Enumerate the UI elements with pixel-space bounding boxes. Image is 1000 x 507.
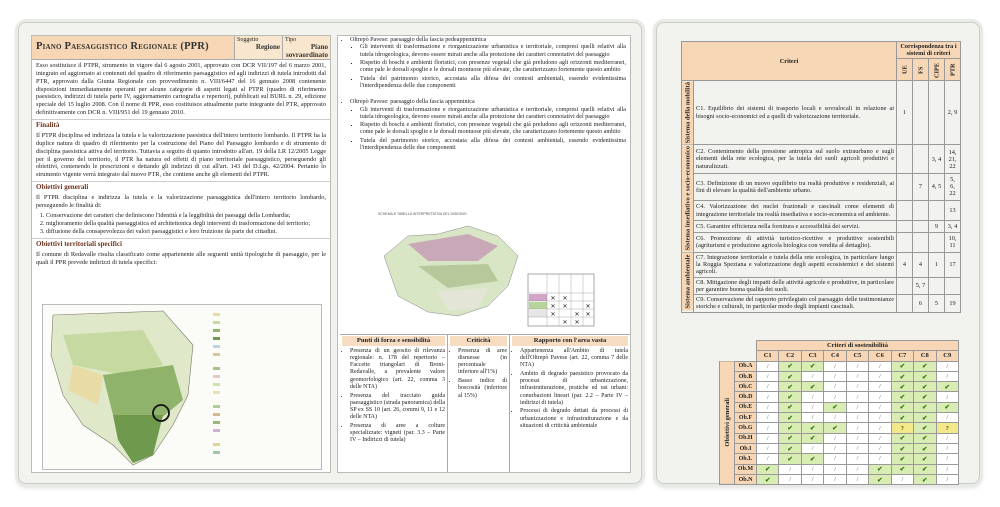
svg-text:✕: ✕	[562, 303, 568, 310]
left-document-panel	[18, 22, 642, 484]
table-row	[720, 474, 959, 484]
table-row	[682, 81, 961, 145]
criticalities-heading: Criticità	[450, 336, 507, 346]
correspondence-value: 14, 21, 22	[945, 145, 961, 173]
section-obiettivi-generali: Obiettivi generali	[32, 181, 330, 192]
check-icon: ✔	[824, 402, 846, 412]
finalita-paragraph: Il PTPR disciplina ed indirizza la tutela e la valorizzazione paesistica dell'intero territorio lombardo. Il PTPR ha la duplice natura di quadro di riferimento per la costruzione del Piano del Paesaggio lombardo e di strumento di disciplina paesistica attiva del territorio. Tuttavia a seguito di quanto introdotto all'art. 19 della LR 12/2005 Legge per il governo del territorio, il PTR ha natura ed effetti di piano territoriale paesaggistico, perseguendo gli obiettivi, contenendo le prescrizioni e dettando gli indirizzi di cui all'art. 143 del D.Lgs. 42/2004. Pertanto lo strumento vigente verrà integrato dal nuovo PTR, che contiene anche gli elementi del PTPR.	[36, 132, 326, 179]
not-applicable-mark: /	[757, 454, 779, 464]
check-icon: ✔	[914, 413, 936, 423]
objective-code: Ob.C	[735, 382, 757, 392]
criterion-col-c7: C7	[891, 351, 913, 361]
list-item: ▪ Gli interventi di trasformazione e riorganizzazione urbanistica e territoriale, compresi quelli relativi alla tutela idrogeologica, devono essere mirati anche alla protezione dei caratteri connotativi del paesaggio	[360, 107, 626, 122]
list-item: • Processi di degrado dettati da processi di urbanizzazione e infrastrutturazione e da situazioni di criticità ambientale	[520, 408, 628, 430]
uncertain-mark: ?	[936, 423, 959, 433]
correspondence-value	[913, 221, 929, 233]
table-row	[720, 443, 959, 453]
landscape-map-image	[42, 304, 322, 470]
not-applicable-mark: /	[936, 361, 959, 371]
correspondence-value	[897, 201, 913, 221]
table-row	[682, 201, 961, 221]
list-item: ▪ Tutela del patrimonio storico, accostata alla difesa dei contesti ambientali, essendo evidentissima l'interdipendenza delle due componenti	[360, 76, 626, 91]
check-icon: ✔	[801, 433, 823, 443]
correspondence-value: 3, 4	[945, 221, 961, 233]
system-group-label: Sistema insediativo e socio-economico	[682, 145, 694, 253]
table-row	[720, 464, 959, 474]
check-icon: ✔	[779, 413, 801, 423]
check-icon: ✔	[914, 382, 936, 392]
table-row	[720, 361, 959, 371]
check-icon: ✔	[936, 382, 959, 392]
objective-code: Ob.I	[735, 443, 757, 453]
correspondence-value: 4	[897, 252, 913, 277]
landscape-units-column	[337, 35, 631, 473]
check-icon: ✔	[891, 392, 913, 402]
not-applicable-mark: /	[824, 413, 846, 423]
list-item: 2. miglioramento della qualità paesaggistica ed architettonica degli interventi di trasformazione del territorio;	[46, 220, 326, 228]
not-applicable-mark: /	[824, 443, 846, 453]
not-applicable-mark: /	[824, 382, 846, 392]
check-icon: ✔	[779, 423, 801, 433]
not-applicable-mark: /	[936, 474, 959, 484]
list-item: • Appartenenza all'Ambito di tutela dell'Oltrepò Pavese (art. 22, comma 7 delle NTA)	[520, 348, 628, 370]
check-icon: ✔	[779, 433, 801, 443]
check-icon: ✔	[801, 454, 823, 464]
not-applicable-mark: /	[846, 371, 868, 381]
check-icon: ✔	[757, 464, 779, 474]
subject-value: Regione	[255, 43, 280, 51]
table-row	[682, 173, 961, 200]
check-icon: ✔	[891, 413, 913, 423]
not-applicable-mark: /	[869, 402, 891, 412]
not-applicable-mark: /	[846, 392, 868, 402]
correspondence-value: 1	[897, 81, 913, 145]
list-item: • Presenza di un geosito di rilevanza regionale: n. 178 del repertorio – Faccette triangolari di Broni-Redavalle, a prevalente valore geomorfologico (art. 22, comma 3 delle NTA)	[350, 348, 445, 391]
not-applicable-mark: /	[936, 454, 959, 464]
list-item: • Basso indice di boscosità (inferiore al 15%)	[458, 378, 507, 400]
type-value: Piano sovraordinato	[286, 43, 328, 59]
check-icon: ✔	[779, 371, 801, 381]
criterion-code: C9.	[696, 296, 705, 304]
correspondence-value: 2, 9	[945, 81, 961, 145]
table-row	[682, 232, 961, 252]
correspondence-value: 4	[913, 252, 929, 277]
criterion-col-c3: C3	[801, 351, 823, 361]
correspondence-value: 5, 6, 22	[945, 173, 961, 200]
not-applicable-mark: /	[869, 413, 891, 423]
not-applicable-mark: /	[846, 361, 868, 371]
list-item: ▪ Rispetto di boschi e ambienti floristici, con presenze vegetali che già preludono agli orizzonti mediterranei, come pale le dorsali spoglie e le dorsali montuose più elevate, che caratterizzano fortemente questo ambito	[360, 60, 626, 75]
correspondence-value: 4, 5	[929, 173, 945, 200]
criterion-code: C8.	[696, 278, 705, 286]
objectives-group-label: Obiettivi generali	[720, 361, 735, 485]
svg-text:✕: ✕	[562, 295, 568, 302]
criterion-col-c5: C5	[846, 351, 868, 361]
svg-text:✕: ✕	[585, 303, 591, 310]
correspondence-value	[897, 232, 913, 252]
criterion-text: Valorizzazione dei nuclei frazionali e cascinali come elementi di integrazione territoriale tra realtà insediativa e socio-economica ed ambiente.	[696, 203, 894, 218]
table-row	[720, 392, 959, 402]
not-applicable-mark: /	[757, 392, 779, 402]
analysis-table	[340, 334, 630, 472]
correspondence-value	[897, 173, 913, 200]
correspondence-value: 10, 11	[945, 232, 961, 252]
objective-code: Ob.G	[735, 423, 757, 433]
table-row	[720, 382, 959, 392]
mini-map-caption: SCHEMA E TABELLA INTERPRETATIVA DEL DISEGNO	[378, 212, 467, 216]
criterion-col-c8: C8	[914, 351, 936, 361]
list-item: ▪ Tutela del patrimonio storico, accostata alla difesa dei contesti ambientali, essendo evidentissima l'interdipendenza delle due componenti	[360, 138, 626, 153]
unit-block-appenninica	[338, 98, 630, 154]
check-icon: ✔	[779, 443, 801, 453]
check-icon: ✔	[891, 433, 913, 443]
not-applicable-mark: /	[757, 423, 779, 433]
list-item: 1. Conservazione dei caratteri che definiscono l'identità e la leggibilità dei paesaggi della Lombardia;	[46, 212, 326, 220]
not-applicable-mark: /	[846, 454, 868, 464]
objectives-intro: Il PTPR disciplina e indirizza la tutela e la valorizzazione paesaggistica dell'intero territorio lombardo, perseguendo le finalità di:	[36, 194, 326, 210]
criterion-text: Contenimento della pressione antropica sul suolo extraurbano e sugli elementi della rete ecologica, per la tutela dei suoli agricoli produttivi e naturalizzati.	[696, 148, 894, 170]
check-icon: ✔	[779, 402, 801, 412]
check-icon: ✔	[914, 474, 936, 484]
check-icon: ✔	[891, 371, 913, 381]
intro-paragraph: Esso sostituisce il PTPR, strumento in vigore dal 6 agosto 2001, approvato con DCR VII/197 del 6 marzo 2001, integrato ed aggiornato ai contenuti del quadro di riferimento paesaggistico ed agli indirizzi di tutela introdotti dal PTR, approvato dalla Giunta Regionale con provvedimento n. VIII/6447 del 16 gennaio 2008 contenente disposizioni immediatamente operanti per alcune categorie di aspetti legati al PTPR (quadro di riferimento paesistico, indirizzi di tutela parte IV, aggiornamento cartografia e repertori), pubblicati sul BURL n. 29, edizione speciale del 15 luglio 2008. Con il nome di PPR, esso costituisce attualmente parte integrante del PTR, approvato definitivamente con DCR n. VIII/951 del 19 gennaio 2010.	[36, 62, 326, 117]
not-applicable-mark: /	[891, 474, 913, 484]
not-applicable-mark: /	[801, 402, 823, 412]
check-icon: ✔	[891, 361, 913, 371]
objective-code: Ob.D	[735, 392, 757, 402]
check-icon: ✔	[869, 464, 891, 474]
not-applicable-mark: /	[824, 454, 846, 464]
not-applicable-mark: /	[757, 371, 779, 381]
criterion-cell	[694, 173, 897, 200]
correspondence-value: 5, 7	[913, 277, 929, 294]
check-icon: ✔	[914, 464, 936, 474]
unit-title: Oltrepò Pavese: paesaggio della fascia pedeappenninica	[350, 37, 487, 43]
objective-code: Ob.M	[735, 464, 757, 474]
not-applicable-mark: /	[936, 433, 959, 443]
criterion-text: Integrazione territoriale e tutela della rete ecologica, in particolare lungo la Roggia Speziana e valorizzazione degli aspetti ecosistemici e dei sistemi agricoli.	[696, 253, 894, 276]
not-applicable-mark: /	[936, 392, 959, 402]
check-icon: ✔	[936, 402, 959, 412]
criterion-col-c1: C1	[757, 351, 779, 361]
criterion-text: Promozione di attività turistico-ricettive e produttive sostenibili (agriturismi e produzione agricola biologica con vendita al dettaglio).	[696, 235, 895, 250]
check-icon: ✔	[891, 382, 913, 392]
correspondence-value: 13	[945, 201, 961, 221]
not-applicable-mark: /	[824, 474, 846, 484]
ppr-title: Piano Paesaggistico Regionale (PPR)	[32, 36, 234, 59]
check-icon: ✔	[779, 382, 801, 392]
criterion-cell	[694, 252, 897, 277]
list-item: ▪ Gli interventi di trasformazione e riorganizzazione urbanistica e territoriale, compresi quelli relativi alla tutela idrogeologica, devono essere mirati anche alla protezione dei caratteri connotativi del paesaggio	[360, 44, 626, 59]
ppr-text-column	[31, 35, 331, 473]
not-applicable-mark: /	[846, 413, 868, 423]
check-icon: ✔	[824, 423, 846, 433]
correspondence-col-ptr: PTR	[945, 59, 961, 81]
correspondence-value	[897, 277, 913, 294]
interpretive-scheme-image	[378, 212, 598, 332]
subject-cell	[234, 36, 282, 59]
not-applicable-mark: /	[757, 382, 779, 392]
correspondence-col-ue: UE	[897, 59, 913, 81]
check-icon: ✔	[757, 474, 779, 484]
table-row	[720, 423, 959, 433]
criterion-code: C5.	[696, 222, 705, 230]
list-item: • Presenza di aree dismesse (in percentuale inferiore all'1%)	[458, 348, 507, 377]
criticalities-column	[448, 335, 510, 472]
table-row	[682, 277, 961, 294]
not-applicable-mark: /	[757, 402, 779, 412]
criterion-code: C3.	[696, 179, 705, 187]
section-obiettivi-specifici: Obiettivi territoriali specifici	[32, 238, 330, 249]
check-icon: ✔	[891, 454, 913, 464]
not-applicable-mark: /	[757, 443, 779, 453]
correspondence-value	[929, 81, 945, 145]
not-applicable-mark: /	[779, 474, 801, 484]
not-applicable-mark: /	[824, 361, 846, 371]
check-icon: ✔	[779, 392, 801, 402]
criterion-code: C2.	[696, 148, 705, 156]
check-icon: ✔	[891, 443, 913, 453]
objective-code: Ob.N	[735, 474, 757, 484]
not-applicable-mark: /	[779, 464, 801, 474]
correspondence-value: 6	[913, 295, 929, 312]
criteria-header: Criteri	[682, 42, 897, 81]
table-row	[720, 371, 959, 381]
criteria-correspondence-table	[681, 41, 961, 313]
not-applicable-mark: /	[869, 382, 891, 392]
check-icon: ✔	[801, 423, 823, 433]
not-applicable-mark: /	[824, 371, 846, 381]
table-row	[720, 402, 959, 412]
not-applicable-mark: /	[757, 361, 779, 371]
correspondence-value	[913, 81, 929, 145]
subject-label: Soggetto	[237, 37, 259, 43]
check-icon: ✔	[914, 361, 936, 371]
check-icon: ✔	[914, 443, 936, 453]
ppr-title-row	[32, 36, 330, 60]
criterion-text: Conservazione del rapporto privilegiato col paesaggio delle testimonianze storiche e culturali, in particolar modo degli impianti cascinali.	[696, 296, 894, 311]
objective-code: Ob.E	[735, 402, 757, 412]
correspondence-col-fs: FS	[913, 59, 929, 81]
not-applicable-mark: /	[869, 433, 891, 443]
type-cell	[282, 36, 330, 59]
correspondence-value	[929, 201, 945, 221]
unit-title: Oltrepò Pavese: paesaggio della fascia appenninica	[350, 99, 475, 106]
objective-code: Ob.B	[735, 371, 757, 381]
not-applicable-mark: /	[846, 402, 868, 412]
table-row	[720, 433, 959, 443]
table-row	[682, 252, 961, 277]
svg-text:✕: ✕	[562, 319, 568, 326]
criterion-cell	[694, 295, 897, 312]
uncertain-mark: ?	[891, 423, 913, 433]
criterion-cell	[694, 201, 897, 221]
criterion-text: Garantire efficienza nella fornitura e accessibilità dei servizi.	[706, 222, 860, 230]
correspondence-header: Corrispondenza tra i sistemi di criteri	[897, 42, 961, 59]
specific-paragraph: Il comune di Redavalle risulta classificato come appartenente alle seguenti unità tipologiche di paesaggio, per le quali il PPR prevede indirizzi di tutela specifici:	[36, 250, 326, 266]
type-label: Tipo	[285, 37, 297, 43]
not-applicable-mark: /	[936, 443, 959, 453]
unit-block-pedeappenninica	[338, 36, 630, 92]
correspondence-value: 7	[913, 173, 929, 200]
check-icon: ✔	[891, 402, 913, 412]
check-icon: ✔	[914, 454, 936, 464]
svg-text:✕: ✕	[574, 311, 580, 318]
check-icon: ✔	[914, 402, 936, 412]
not-applicable-mark: /	[846, 464, 868, 474]
table-row	[720, 413, 959, 423]
check-icon: ✔	[869, 474, 891, 484]
criterion-cell	[694, 277, 897, 294]
correspondence-value	[929, 232, 945, 252]
objective-code: Ob.H	[735, 433, 757, 443]
not-applicable-mark: /	[846, 433, 868, 443]
not-applicable-mark: /	[936, 371, 959, 381]
list-item: ▪ Rispetto di boschi e ambienti floristici, con presenze vegetali che già preludono agli orizzonti mediterranei, come pale le dorsali spoglie e le dorsali montuose più elevate, che caratterizzano fortemente questo ambito	[360, 122, 626, 137]
criterion-col-c4: C4	[824, 351, 846, 361]
check-icon: ✔	[779, 361, 801, 371]
criterion-cell	[694, 145, 897, 173]
criterion-col-c6: C6	[869, 351, 891, 361]
correspondence-value	[897, 295, 913, 312]
check-icon: ✔	[779, 454, 801, 464]
correspondence-value	[945, 277, 961, 294]
objective-code: Ob.L	[735, 454, 757, 464]
check-icon: ✔	[914, 371, 936, 381]
not-applicable-mark: /	[846, 423, 868, 433]
criterion-col-c9: C9	[936, 351, 959, 361]
not-applicable-mark: /	[757, 413, 779, 423]
strengths-heading: Punti di forza e sensibilità	[342, 336, 445, 346]
correspondence-value: 5	[929, 295, 945, 312]
not-applicable-mark: /	[869, 361, 891, 371]
not-applicable-mark: /	[801, 392, 823, 402]
criterion-code: C6.	[696, 235, 705, 243]
not-applicable-mark: /	[801, 371, 823, 381]
not-applicable-mark: /	[801, 474, 823, 484]
table-row	[682, 295, 961, 312]
list-item: • Presenza di aree a colture specializzate: vigneti (par. 3.3 – Parte IV – Indirizzi di tutela)	[350, 423, 445, 445]
svg-text:✕: ✕	[550, 311, 556, 318]
strengths-column	[340, 335, 448, 472]
not-applicable-mark: /	[824, 464, 846, 474]
check-icon: ✔	[801, 361, 823, 371]
check-icon: ✔	[801, 382, 823, 392]
not-applicable-mark: /	[869, 423, 891, 433]
svg-text:✕: ✕	[550, 295, 556, 302]
criterion-code: C4.	[696, 203, 705, 211]
not-applicable-mark: /	[869, 371, 891, 381]
correspondence-value: 3, 4	[929, 145, 945, 173]
wide-area-column	[510, 335, 630, 472]
not-applicable-mark: /	[936, 413, 959, 423]
not-applicable-mark: /	[801, 443, 823, 453]
criterion-text: Definizione di un nuovo equilibrio tra realtà produttive e residenziali, ai fini di elevare la qualità dell'ambiente urbano.	[696, 179, 894, 194]
not-applicable-mark: /	[936, 464, 959, 474]
check-icon: ✔	[891, 464, 913, 474]
correspondence-value: 1	[929, 252, 945, 277]
sustainability-header: Criteri di sostenibilità	[757, 341, 959, 351]
correspondence-value	[913, 232, 929, 252]
correspondence-col-cipe: CIPE	[929, 59, 945, 81]
objective-code: Ob.A	[735, 361, 757, 371]
not-applicable-mark: /	[869, 392, 891, 402]
criterion-code: C7.	[696, 253, 705, 261]
correspondence-value: 19	[945, 295, 961, 312]
right-tables-panel	[656, 22, 980, 484]
wide-area-heading: Rapporto con l'area vasta	[512, 336, 628, 346]
not-applicable-mark: /	[801, 413, 823, 423]
correspondence-value: 9	[929, 221, 945, 233]
criterion-cell	[694, 221, 897, 233]
check-icon: ✔	[914, 392, 936, 402]
objectives-list	[32, 212, 330, 238]
list-item: • Ambito di degrado paesistico provocato da processi di urbanizzazione, infrastrutturazione, pratiche ed usi urbani: conurbazioni lineari (par. 2.2 – Parte IV – indirizzi di tutela)	[520, 371, 628, 407]
not-applicable-mark: /	[801, 464, 823, 474]
not-applicable-mark: /	[869, 454, 891, 464]
table-row	[682, 221, 961, 233]
list-item: 3. diffusione della consapevolezza dei valori paesaggistici e loro fruizione da parte dei cittadini.	[46, 228, 326, 236]
not-applicable-mark: /	[846, 443, 868, 453]
not-applicable-mark: /	[846, 382, 868, 392]
correspondence-value	[929, 277, 945, 294]
check-icon: ✔	[914, 423, 936, 433]
criterion-text: Mitigazione degli impatti delle attività agricole e produttive, in particolare per garantire buona qualità dei suoli.	[696, 278, 895, 293]
system-group-label: Sistema ambientale	[682, 252, 694, 312]
svg-text:✕: ✕	[574, 319, 580, 326]
not-applicable-mark: /	[824, 433, 846, 443]
system-group-label: Sistema della mobilità	[682, 81, 694, 145]
correspondence-value	[897, 221, 913, 233]
not-applicable-mark: /	[824, 392, 846, 402]
criterion-cell	[694, 232, 897, 252]
sustainability-matrix	[719, 340, 959, 485]
objective-code: Ob.F	[735, 413, 757, 423]
table-row	[720, 454, 959, 464]
correspondence-value	[913, 145, 929, 173]
svg-text:✕: ✕	[585, 311, 591, 318]
correspondence-value	[913, 201, 929, 221]
correspondence-value	[897, 145, 913, 173]
criterion-cell	[694, 81, 897, 145]
criterion-text: Equilibrio dei sistemi di trasporto locali e sovralocali in relazione ai bisogni socio-economici ed a quelli di valorizzazione territoriale.	[696, 105, 895, 120]
not-applicable-mark: /	[869, 443, 891, 453]
correspondence-value: 17	[945, 252, 961, 277]
not-applicable-mark: /	[757, 433, 779, 443]
not-applicable-mark: /	[846, 474, 868, 484]
list-item: • Presenza del tracciato guida paesaggistico (strada panoramica) della SP ex SS 10 (art. 26, commi 9, 11 e 12 delle NTA)	[350, 393, 445, 422]
section-finalita: Finalità	[32, 119, 330, 130]
criterion-code: C1.	[696, 105, 705, 113]
check-icon: ✔	[914, 433, 936, 443]
table-row	[682, 145, 961, 173]
criterion-col-c2: C2	[779, 351, 801, 361]
svg-text:✕: ✕	[550, 303, 556, 310]
